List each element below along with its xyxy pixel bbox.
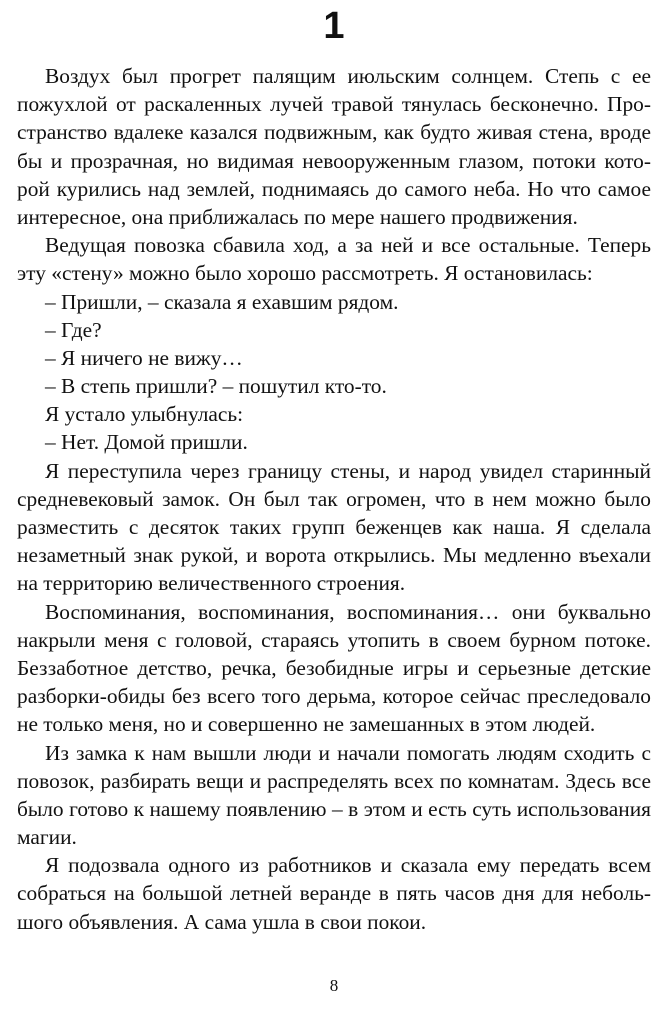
text-line: разместить с десяток таких групп беженцев как наша. Я сделала: [17, 515, 651, 539]
text-line: пожухлой от раскаленных лучей травой тянулась бесконечно. Про-: [17, 92, 651, 117]
text-line: – В степь пришли? – пошутил кто-то.: [45, 374, 387, 399]
text-line: Из замка к нам вышли люди и начали помогать людям сходить с: [45, 740, 651, 765]
text-line: эту «стену» можно было хорошо рассмотреть. Я остановилась:: [17, 261, 593, 286]
text-line: незаметный знак рукой, и ворота открылись. Мы медленно въехали: [17, 543, 651, 568]
text-line: интересное, она приближалась по мере нашего продвижения.: [17, 204, 578, 229]
text-line: – Нет. Домой пришли.: [45, 430, 248, 455]
page-number: 8: [329, 976, 339, 995]
text-line: на территорию величественного строения.: [17, 571, 406, 596]
text-line: было готово к нашему появлению – в этом и есть суть использования: [17, 796, 651, 821]
text-line: Воспоминания, воспоминания, воспоминания… они буквально: [45, 599, 651, 624]
text-line: – Пришли, – сказала я ехавшим рядом.: [45, 289, 399, 314]
text-line: Воздух был прогрет палящим июльским солнцем. Степь с ее: [45, 64, 651, 88]
text-line: собраться на большой летней веранде в пять часов дня для неболь-: [17, 881, 651, 906]
text-line: бы и прозрачная, но видимая невооруженным глазом, потоки кото-: [17, 148, 651, 173]
text-line: не только меня, но и совершенно не замешанных в этом людей.: [17, 712, 596, 737]
text-line: Ведущая повозка сбавила ход, а за ней и все остальные. Теперь: [45, 233, 651, 258]
text-line: – Где?: [45, 317, 102, 342]
chapter-number: 1: [323, 5, 345, 47]
text-line: Я устало улыбнулась:: [45, 402, 244, 427]
text-line: магии.: [17, 825, 77, 850]
text-line: – Я ничего не вижу…: [45, 345, 243, 370]
text-line: рой курились над землей, поднимаясь до самого неба. Но что самое: [17, 176, 651, 201]
text-line: разборки-обиды без всего того дерьма, которое сейчас преследовало: [17, 684, 651, 709]
text-line: Я подозвала одного из работников и сказала ему передать всем: [45, 853, 651, 878]
text-line: средневековый замок. Он был так огромен, что в нем можно было: [17, 486, 651, 511]
text-line: накрыли меня с головой, стараясь утопить в своем бурном потоке.: [17, 627, 651, 652]
text-line: странство вдалеке казался подвижным, как будто живая стена, вроде: [17, 120, 651, 145]
text-line: шого объявления. А сама ушла в свои покои.: [17, 909, 427, 934]
text-line: повозок, разбирать вещи и распределять всех по комнатам. Здесь все: [17, 768, 651, 793]
text-line: Беззаботное детство, речка, безобидные игры и серьезные детские: [17, 655, 651, 680]
body-text: [17, 62, 651, 936]
text-line: Я переступила через границу стены, и народ увидел старинный: [45, 458, 651, 483]
